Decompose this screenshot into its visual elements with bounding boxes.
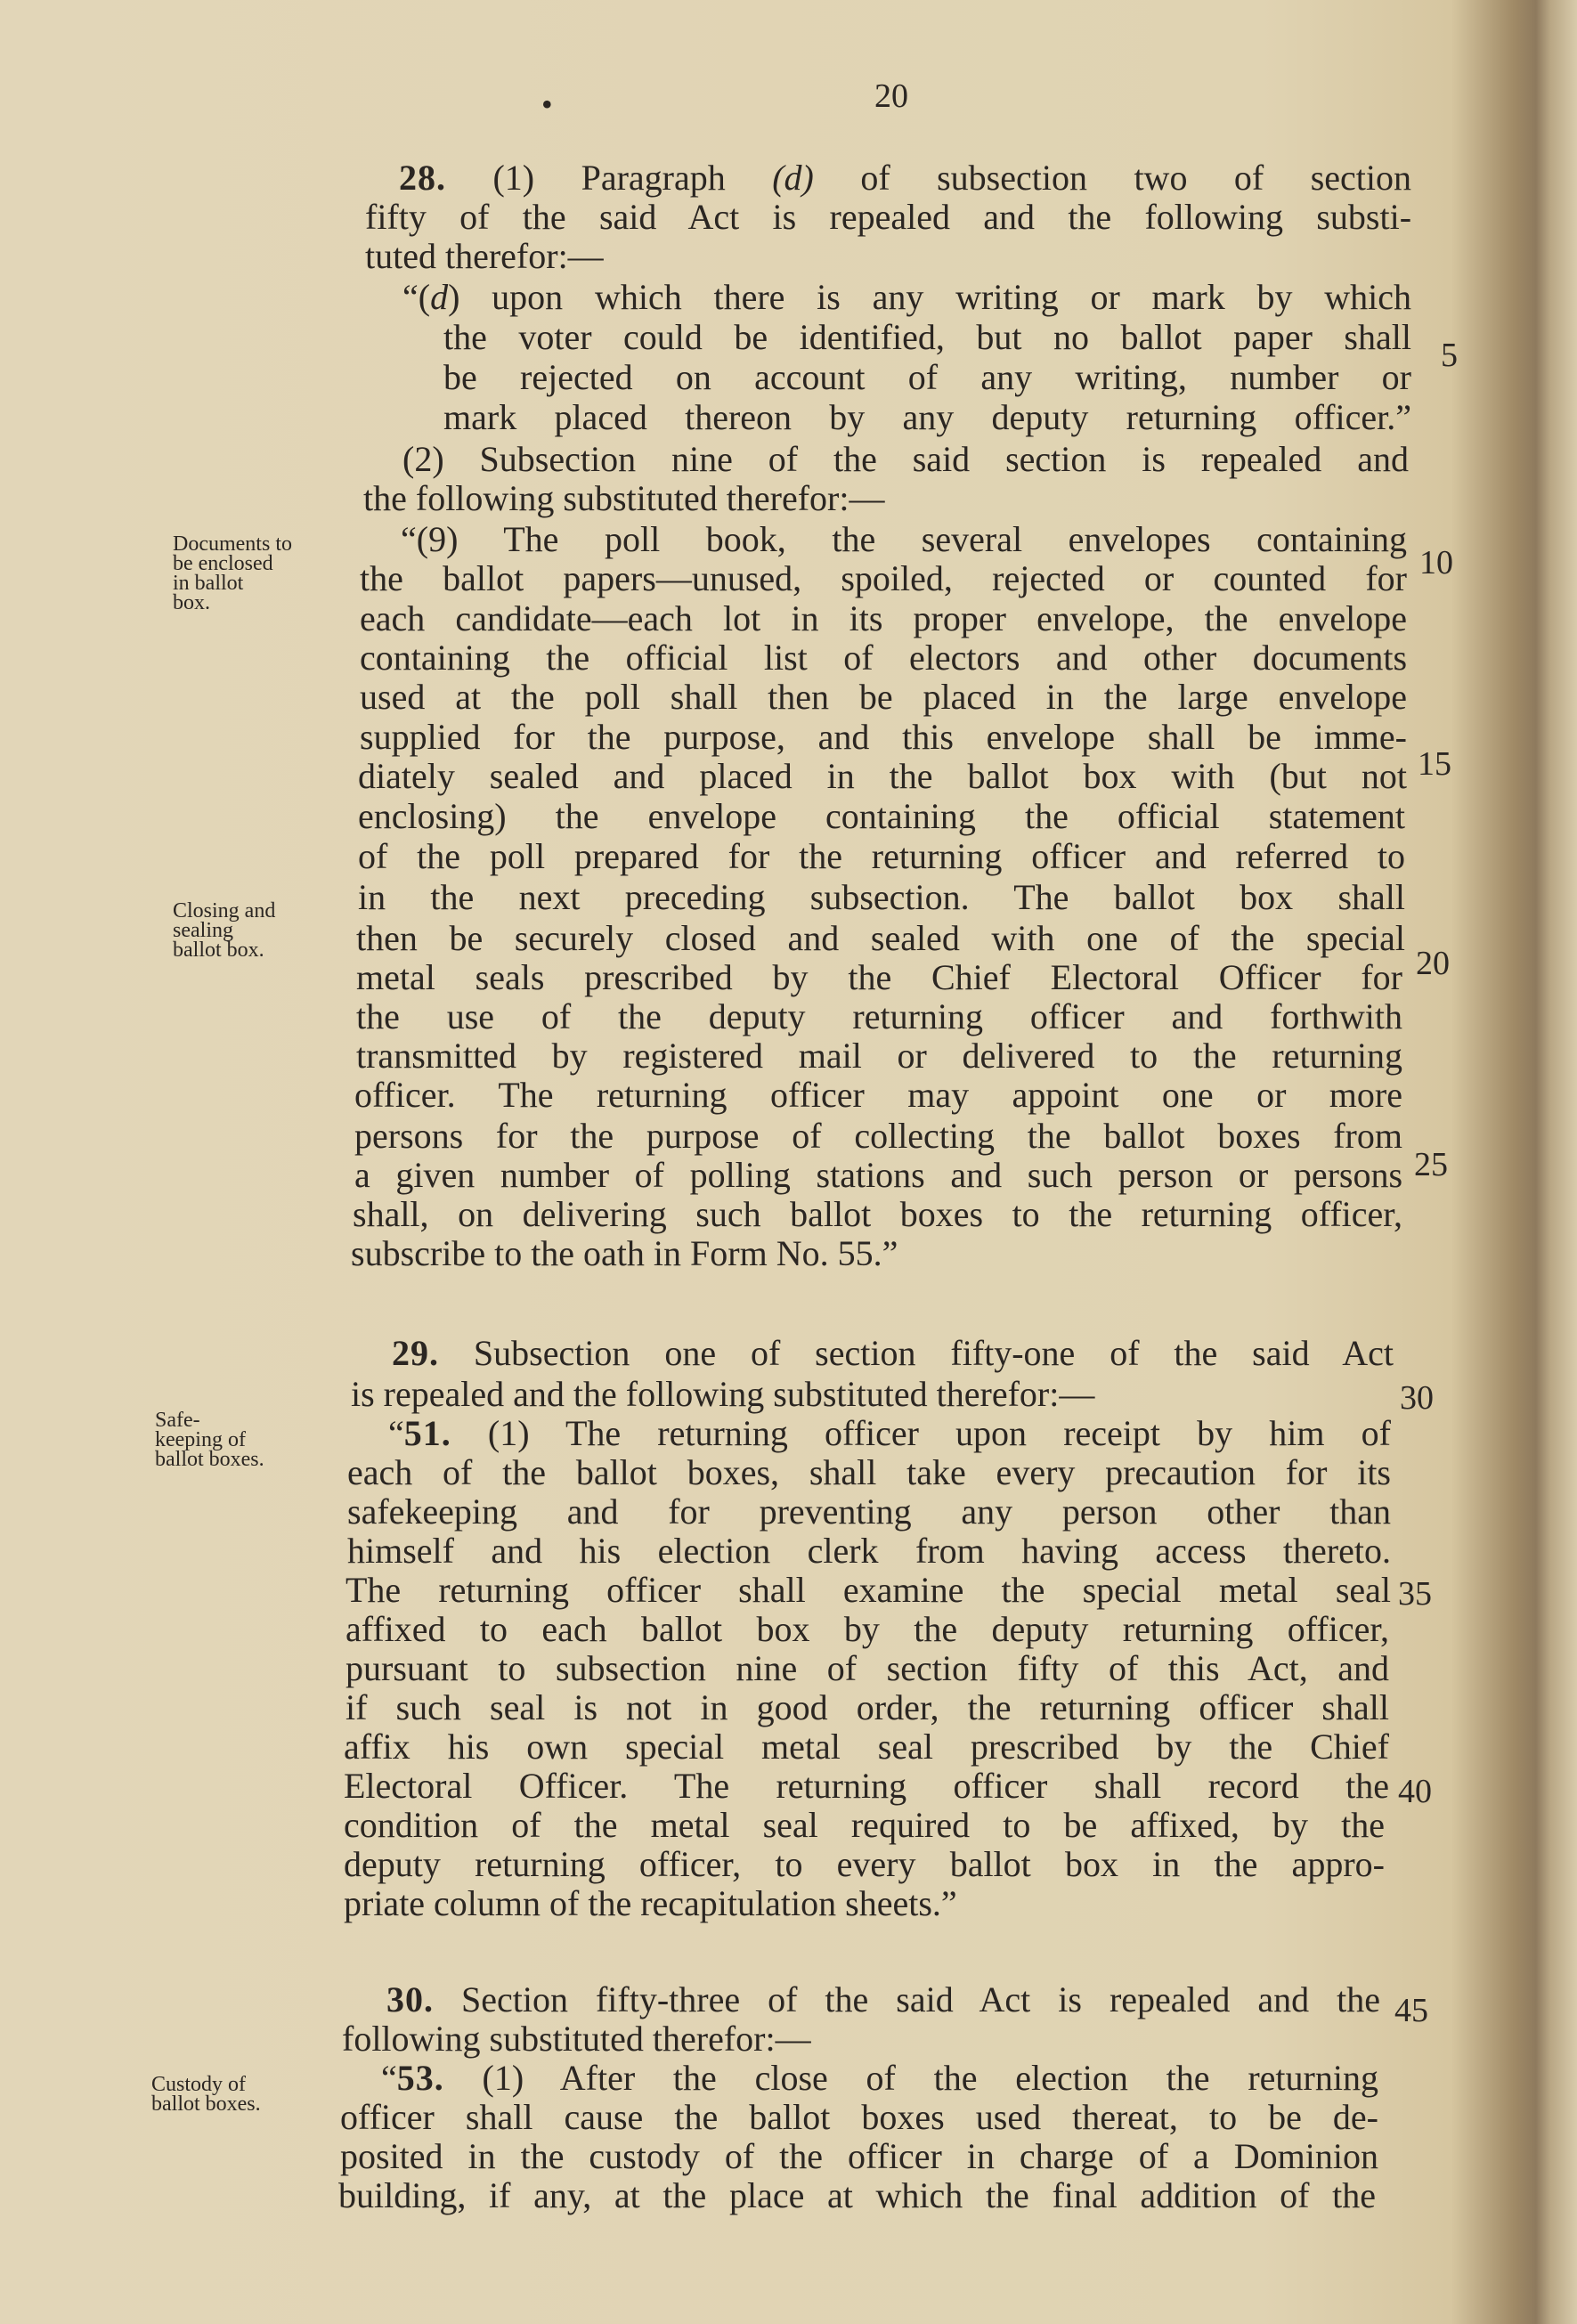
- text-line: [345, 1688, 1389, 1727]
- text-run: diately sealed and placed in the ballot box with (but not: [358, 756, 1407, 796]
- text-run: d: [430, 277, 449, 317]
- text-run: of subsection two of section: [813, 158, 1412, 198]
- text-run: persons for the purpose of collecting the ballot boxes from: [354, 1116, 1402, 1156]
- line-number: 40: [1398, 1773, 1432, 1810]
- text-line: [353, 1195, 1402, 1234]
- text-run: transmitted by registered mail or delivered to the returning: [356, 1036, 1403, 1076]
- text-run: is repealed and the following substituted therefor:—: [351, 1374, 1095, 1414]
- line-number: 20: [1416, 945, 1450, 982]
- text-line: [340, 2137, 1378, 2176]
- text-run: be rejected on account of any writing, number or: [443, 357, 1411, 397]
- text-run: “: [381, 2058, 397, 2098]
- text-run: “(: [402, 277, 431, 317]
- text-line: [344, 1767, 1389, 1806]
- text-run: condition of the metal seal required to be affixed, by the: [344, 1805, 1385, 1845]
- text-run: Electoral Officer. The returning officer shall record the: [344, 1766, 1389, 1806]
- text-line: [340, 2098, 1378, 2137]
- text-line: [363, 479, 884, 518]
- margin-note-line: in ballot: [173, 572, 244, 595]
- text-run: the voter could be identified, but no ballot paper shall: [443, 317, 1411, 357]
- section-number: 53.: [396, 2058, 444, 2098]
- text-line: [351, 1234, 898, 1273]
- line-number: 10: [1419, 544, 1453, 581]
- text-run: “(9) The poll book, the several envelopes containing: [401, 519, 1407, 559]
- margin-note-line: Closing and: [173, 899, 276, 922]
- text-line: [360, 559, 1407, 598]
- text-line: [360, 599, 1407, 638]
- text-line: [360, 678, 1407, 717]
- text-line: [360, 638, 1407, 678]
- section-number: 51.: [403, 1413, 451, 1453]
- text-run: The returning officer shall examine the special metal seal: [345, 1570, 1392, 1610]
- text-run: affixed to each ballot box by the deputy returning officer,: [345, 1609, 1390, 1649]
- margin-note-line: Custody of: [151, 2073, 247, 2096]
- text-line: [356, 1036, 1402, 1076]
- text-run: used at the poll shall then be placed in the large envelope: [360, 677, 1407, 717]
- margin-note: [173, 534, 292, 613]
- text-line: [354, 1156, 1402, 1195]
- text-run: shall, on delivering such ballot boxes to the returning officer,: [353, 1194, 1402, 1234]
- text-run: officer shall cause the ballot boxes used thereat, to be de-: [340, 2097, 1378, 2137]
- text-run: Subsection one of section fifty-one of the said Act: [439, 1333, 1394, 1373]
- text-run: building, if any, at the place at which the final addition of the: [338, 2175, 1377, 2215]
- page-number: 20: [874, 77, 908, 115]
- text-run: himself and his election clerk from having access thereto.: [347, 1531, 1391, 1571]
- text-line: [388, 1414, 1391, 1453]
- text-run: safekeeping and for preventing any person other than: [347, 1491, 1392, 1532]
- text-line: [381, 2059, 1378, 2098]
- text-run: posited in the custody of the officer in charge of a Dominion: [340, 2136, 1378, 2176]
- text-run: tuted therefor:—: [365, 236, 604, 276]
- text-run: (d): [772, 158, 814, 198]
- margin-note: [173, 901, 275, 960]
- text-line: [347, 1453, 1391, 1492]
- text-line: [392, 1334, 1394, 1373]
- text-line: [347, 1532, 1391, 1571]
- margin-note: [151, 2075, 261, 2114]
- text-line: [358, 878, 1405, 917]
- text-run: following substituted therefor:—: [342, 2019, 811, 2059]
- text-run: Section fifty-three of the said Act is repealed and the: [434, 1979, 1381, 2019]
- text-line: [358, 837, 1405, 876]
- text-run: affix his own special metal seal prescribed by the Chief: [344, 1727, 1389, 1767]
- margin-note: [155, 1410, 264, 1469]
- text-run: (1) Paragraph: [446, 158, 773, 198]
- text-line: [351, 1375, 1094, 1414]
- printer-dot: •: [541, 86, 553, 122]
- text-run: each of the ballot boxes, shall take every precaution for its: [347, 1452, 1392, 1492]
- text-run: if such seal is not in good order, the returning officer shall: [345, 1687, 1389, 1727]
- text-line: [358, 797, 1405, 836]
- text-run: pursuant to subsection nine of section fifty of this Act, and: [345, 1648, 1390, 1688]
- text-line: [338, 2176, 1376, 2215]
- text-run: “: [388, 1413, 404, 1453]
- text-run: each candidate—each lot in its proper envelope, the envelope: [360, 598, 1407, 638]
- text-line: [345, 1610, 1389, 1649]
- text-line: [443, 318, 1411, 357]
- text-run: containing the official list of electors and other documents: [360, 638, 1408, 678]
- text-line: [402, 440, 1409, 479]
- line-number: 35: [1398, 1575, 1432, 1613]
- text-run: fifty of the said Act is repealed and the following substi-: [365, 197, 1412, 237]
- text-run: then be securely closed and sealed with one of the special: [356, 918, 1405, 958]
- text-line: [342, 2019, 811, 2059]
- text-line: [356, 919, 1405, 958]
- text-line: [443, 398, 1411, 437]
- margin-note-line: ballot boxes.: [151, 2092, 261, 2116]
- text-line: [402, 278, 1411, 317]
- text-line: [347, 1492, 1391, 1532]
- text-run: subscribe to the oath in Form No. 55.”: [351, 1233, 898, 1273]
- text-line: [365, 237, 604, 276]
- text-line: [356, 997, 1402, 1036]
- margin-note-line: sealing: [173, 919, 233, 942]
- text-line: [354, 1076, 1402, 1115]
- text-line: [360, 718, 1407, 757]
- text-line: [358, 757, 1407, 796]
- section-number: 28.: [399, 158, 446, 198]
- text-run: metal seals prescribed by the Chief Electoral Officer for: [356, 957, 1402, 997]
- margin-note-line: keeping of: [155, 1428, 246, 1451]
- text-line: [345, 1571, 1391, 1610]
- text-run: deputy returning officer, to every ballot box in the appro-: [344, 1844, 1385, 1884]
- line-number: 30: [1400, 1379, 1434, 1417]
- text-line: [344, 1806, 1385, 1845]
- text-line: [386, 1980, 1380, 2019]
- text-run: in the next preceding subsection. The ballot box shall: [358, 877, 1405, 917]
- margin-note-line: ballot boxes.: [155, 1448, 264, 1471]
- text-run: (2) Subsection nine of the said section is repealed and: [402, 439, 1409, 479]
- margin-note-line: be enclosed: [173, 552, 273, 575]
- text-run: a given number of polling stations and such person or persons: [354, 1155, 1403, 1195]
- margin-note-line: box.: [173, 591, 210, 614]
- text-run: the following substituted therefor:—: [363, 478, 885, 518]
- text-line: [344, 1845, 1385, 1884]
- text-line: [344, 1727, 1389, 1767]
- margin-note-line: Safe-: [155, 1409, 200, 1432]
- text-line: [401, 520, 1407, 559]
- text-line: [354, 1117, 1402, 1156]
- text-run: (1) After the close of the election the returning: [443, 2058, 1378, 2098]
- section-number: 29.: [392, 1333, 439, 1373]
- text-run: of the poll prepared for the returning officer and referred to: [358, 836, 1406, 876]
- line-number: 45: [1394, 1992, 1428, 2029]
- text-run: ) upon which there is any writing or mark by which: [448, 277, 1412, 317]
- text-run: supplied for the purpose, and this envelope shall be imme-: [360, 717, 1407, 757]
- text-run: mark placed thereon by any deputy returning officer.”: [443, 397, 1411, 437]
- text-line: [443, 358, 1411, 397]
- margin-note-line: ballot box.: [173, 939, 264, 962]
- text-run: enclosing) the envelope containing the official statement: [358, 796, 1405, 836]
- text-line: [399, 158, 1411, 198]
- text-run: the use of the deputy returning officer and forthwith: [356, 996, 1402, 1036]
- line-number: 15: [1418, 745, 1451, 783]
- text-line: [356, 958, 1402, 997]
- margin-note-line: Documents to: [173, 532, 292, 556]
- text-run: officer. The returning officer may appoint one or more: [354, 1075, 1402, 1115]
- text-line: [344, 1884, 957, 1923]
- text-run: priate column of the recapitulation sheets.”: [344, 1883, 957, 1923]
- text-run: (1) The returning officer upon receipt by him of: [451, 1413, 1391, 1453]
- text-line: [345, 1649, 1389, 1688]
- line-number: 25: [1414, 1146, 1448, 1183]
- line-number: 5: [1441, 337, 1458, 374]
- text-line: [365, 198, 1411, 237]
- section-number: 30.: [386, 1979, 434, 2019]
- text-run: the ballot papers—unused, spoiled, rejected or counted for: [360, 558, 1407, 598]
